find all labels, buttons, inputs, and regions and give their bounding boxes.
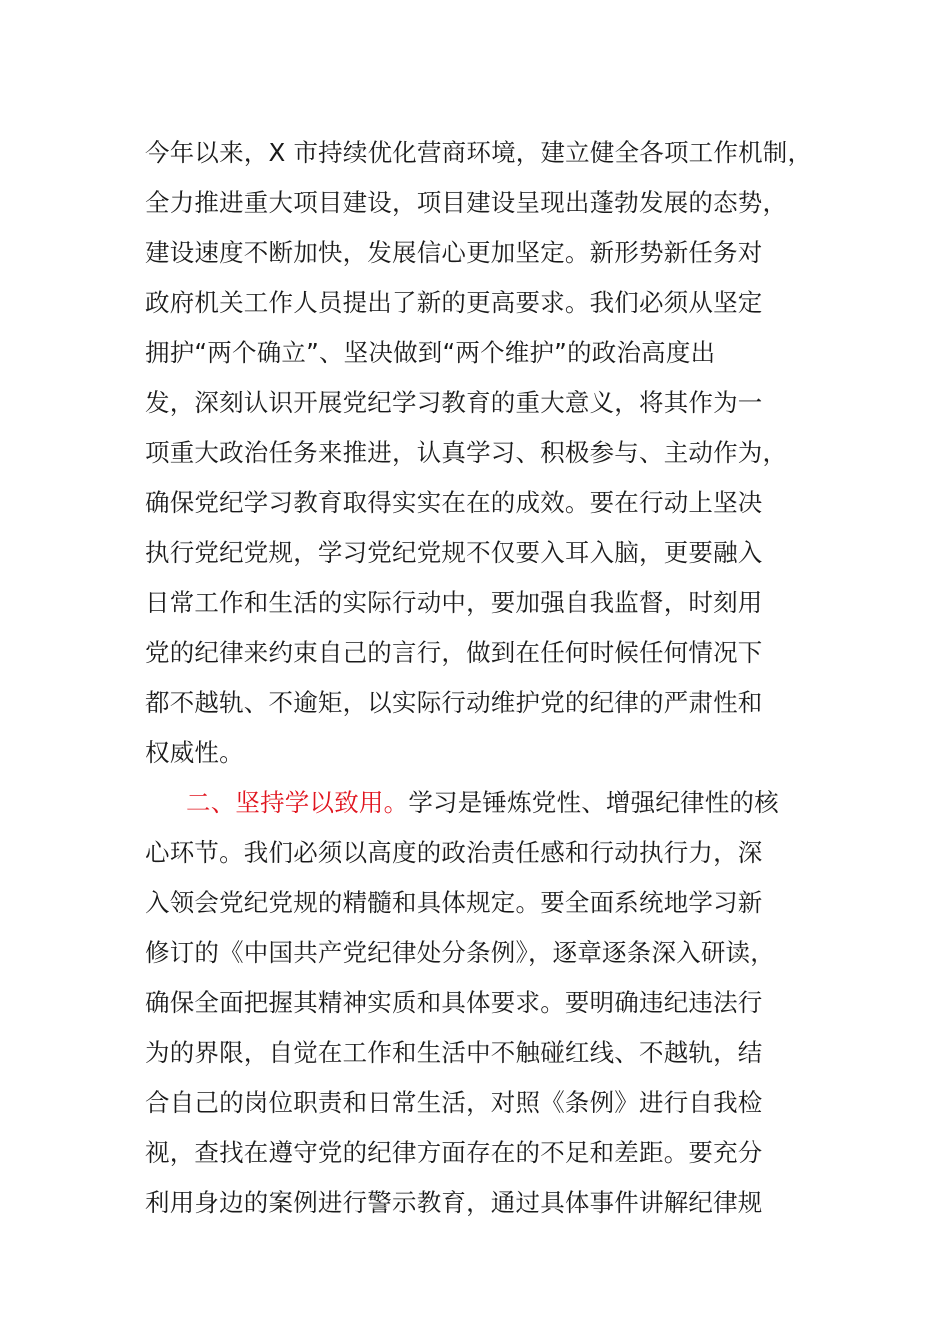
paragraph-line: 都不越轨、不逾矩，以实际行动维护党的纪律的严肃性和 xyxy=(145,688,763,717)
paragraph-1 xyxy=(145,128,835,778)
paragraph-line: 政府机关工作人员提出了新的更高要求。我们必须从坚定 xyxy=(145,288,763,317)
paragraph-line: 为的界限，自觉在工作和生活中不触碰红线、不越轨，结 xyxy=(145,1038,763,1067)
paragraph-line: 入领会党纪党规的精髓和具体规定。要全面系统地学习新 xyxy=(145,888,763,917)
paragraph-line: 权威性。 xyxy=(145,738,244,767)
paragraph-line: 发，深刻认识开展党纪学习教育的重大意义，将其作为一 xyxy=(145,388,763,417)
paragraph-first-line-text: 学习是锤炼党性、增强纪律性的核 xyxy=(408,788,779,817)
paragraph-line: 拥护“两个确立”、坚决做到“两个维护”的政治高度出 xyxy=(145,338,716,367)
paragraph-line: 心环节。我们必须以高度的政治责任感和行动执行力，深 xyxy=(145,838,763,867)
paragraph-first-line xyxy=(145,778,835,828)
paragraph-line: 日常工作和生活的实际行动中，要加强自我监督，时刻用 xyxy=(145,588,763,617)
paragraph-line: 建设速度不断加快，发展信心更加坚定。新形势新任务对 xyxy=(145,238,763,267)
paragraph-2 xyxy=(145,778,835,1228)
paragraph-line: 项重大政治任务来推进，认真学习、积极参与、主动作为， xyxy=(145,438,788,467)
paragraph-line: 全力推进重大项目建设，项目建设呈现出蓬勃发展的态势， xyxy=(145,188,788,217)
paragraph-line: 执行党纪党规，学习党纪党规不仅要入耳入脑，更要融入 xyxy=(145,538,763,567)
paragraph-line: 确保党纪学习教育取得实实在在的成效。要在行动上坚决 xyxy=(145,488,763,517)
paragraph-line: 合自己的岗位职责和日常生活，对照《条例》进行自我检 xyxy=(145,1088,763,1117)
paragraph-line: 今年以来，X 市持续优化营商环境，建立健全各项工作机制， xyxy=(145,138,813,167)
section-heading: 二、坚持学以致用。 xyxy=(186,788,409,817)
paragraph-line: 确保全面把握其精神实质和具体要求。要明确违纪违法行 xyxy=(145,988,763,1017)
paragraph-line: 视，查找在遵守党的纪律方面存在的不足和差距。要充分 xyxy=(145,1138,763,1167)
paragraph-line: 党的纪律来约束自己的言行，做到在任何时候任何情况下 xyxy=(145,638,763,667)
paragraph-line: 修订的《中国共产党纪律处分条例》，逐章逐条深入研读， xyxy=(145,938,775,967)
paragraph-line: 利用身边的案例进行警示教育，通过具体事件讲解纪律规 xyxy=(145,1188,763,1217)
